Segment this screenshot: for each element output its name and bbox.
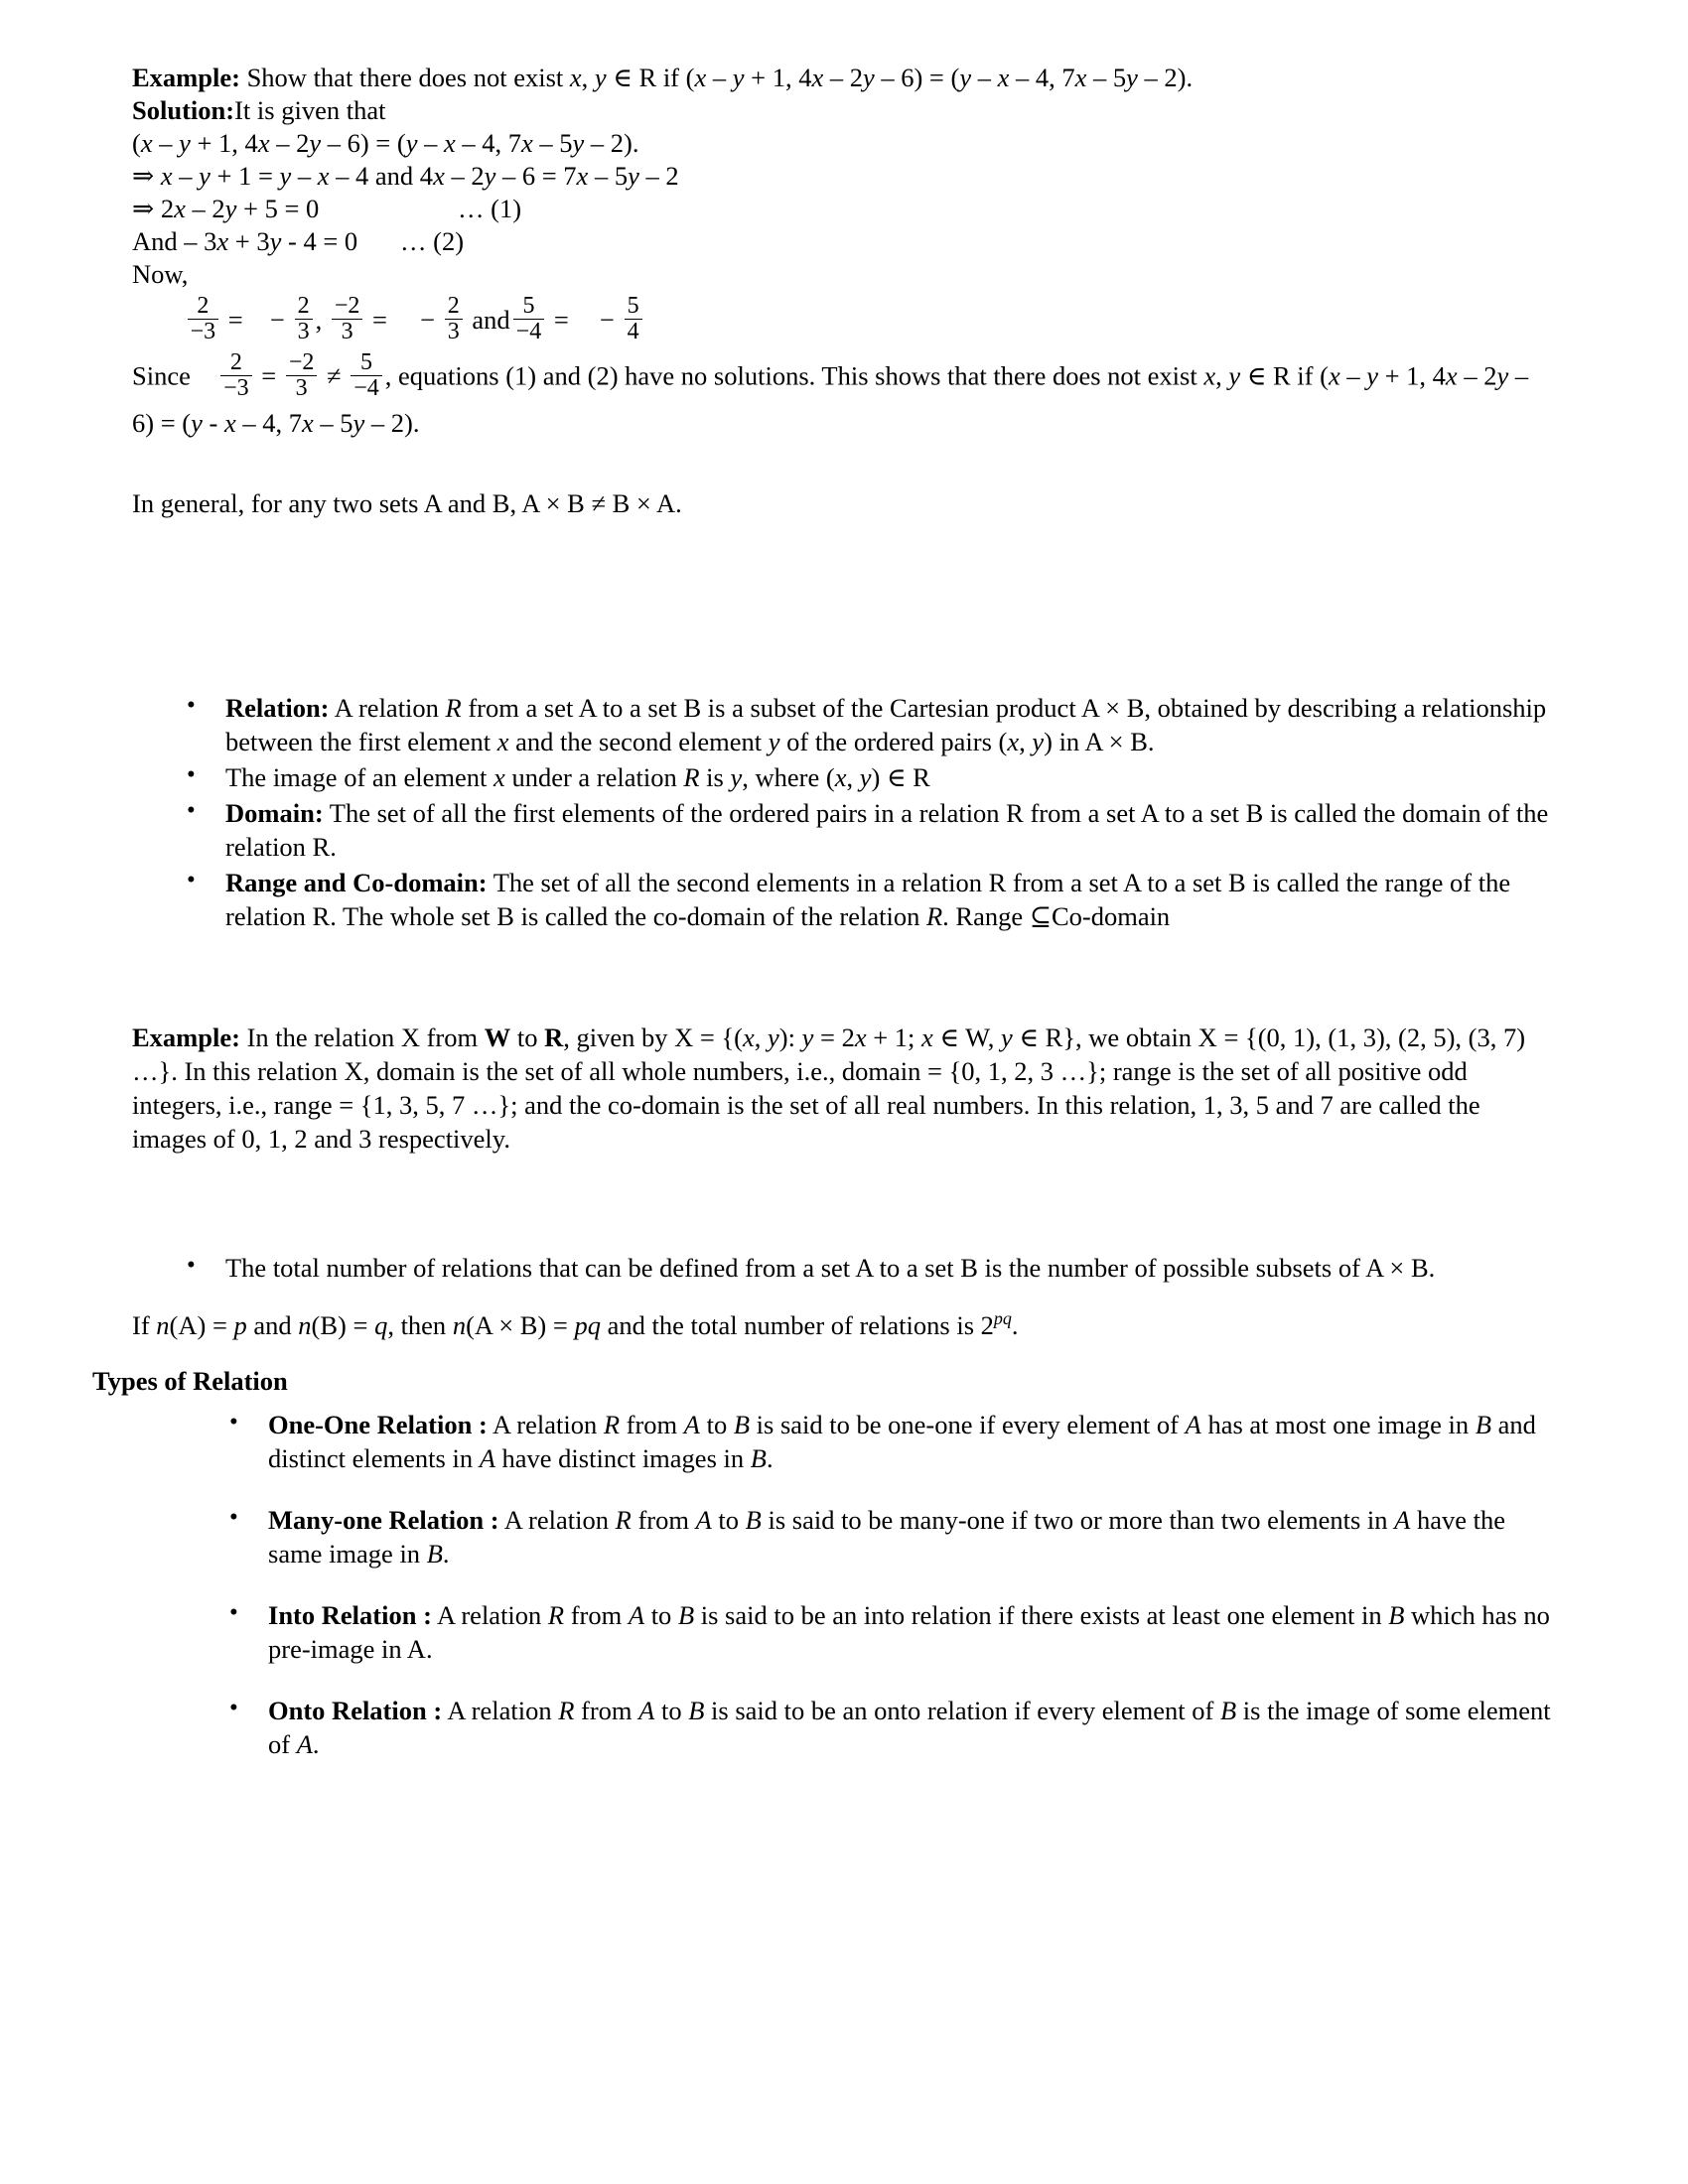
page-content <box>92 62 1554 1789</box>
solution-step-3: ⇒ 2x – 2y + 5 = 0 … (1) <box>132 194 522 223</box>
since-equals: = <box>261 360 277 391</box>
formula-period: . <box>1011 1310 1019 1341</box>
list-item-domain <box>179 796 1554 864</box>
spacer-after-types-heading <box>132 1398 1554 1408</box>
list-item-many-one-relation <box>221 1503 1554 1570</box>
solution-step-2: ⇒ x – y + 1 = y – x – 4 and 4x – 2y – 6 = 7x – 5y – 2 <box>132 161 679 191</box>
list-item-range-codomain <box>179 866 1554 933</box>
spacer-before-definitions <box>132 520 1554 669</box>
and-text-1: and <box>472 305 510 335</box>
example1-statement-text: Show that there does not exist x, y ∈ R if (x – y + 1, 4x – 2y – 6) = (y – x – 4, 7x – 5y – 2). <box>246 63 1194 92</box>
term-relation: Relation: <box>225 693 330 724</box>
now-label: Now, <box>132 259 189 289</box>
term-onto: Onto Relation : <box>268 1696 443 1726</box>
solution-step-1: (x – y + 1, 4x – 2y – 6) = (y – x – 4, 7x – 5y – 2). <box>132 128 639 158</box>
example1-statement <box>132 62 1554 94</box>
list-item-relation <box>179 691 1554 758</box>
since-not-equals: ≠ <box>327 360 342 391</box>
since-fraction-2-over-neg3: $\frac{2}{-3}$ <box>220 350 252 401</box>
list-item-one-one-relation <box>221 1408 1554 1475</box>
type-onto-text: A relation R from A to B is said to be an onto relation if every element of B is the image of some element of A. <box>268 1696 1551 1760</box>
comma-1: , <box>315 305 323 335</box>
list-item-onto-relation <box>221 1694 1554 1761</box>
fraction-5-over-4: $\frac{5}{4}$ <box>625 294 642 344</box>
fraction-2-over-neg3: $\frac{2}{-3}$ <box>188 294 219 344</box>
type-into-text: A relation R from A to B is said to be an into relation if there exists at least one element in B which has no pre-image in A. <box>268 1600 1550 1665</box>
fraction-2-over-3-a: $\frac{2}{3}$ <box>295 294 313 344</box>
definition-image-text: The image of an element x under a relation R is y, where (x, y) ∈ R <box>225 762 930 793</box>
term-range-codomain: Range and Co-domain: <box>225 868 488 898</box>
definition-relation-text: A relation R from a set A to a set B is a subset of the Cartesian product A × B, obtained by describing a relationship between the first element x and the second element y of the ordered pairs (x, y) in A × B. <box>225 693 1547 757</box>
minus-1: − <box>270 305 285 335</box>
spacer-extra-2 <box>132 1241 1554 1251</box>
list-item-total-relations <box>179 1251 1554 1285</box>
type-one-one-text: A relation R from A to B is said to be one-one if every element of A has at most one image in B and distinct elements in A have distinct images in B. <box>268 1410 1536 1474</box>
since-tail-text: , equations (1) and (2) have no solutions. This shows that there does not exist x, y ∈ R if (x – y + 1, 4x – 2y – 6) = (y - x – 4, 7x – 5y – 2). <box>132 360 1529 439</box>
fraction-2-over-3-b: $\frac{2}{3}$ <box>445 294 463 344</box>
since-conclusion <box>132 349 1554 443</box>
fraction-neg2-over-3: $\frac{-2}{3}$ <box>332 294 363 344</box>
total-relations-list <box>132 1251 1554 1285</box>
term-one-one: One-One Relation : <box>268 1410 488 1440</box>
relations-formula: If n(A) = p and n(B) = q, then n(A × B) = pq and the total number of relations is $2^{pq}$. <box>132 1308 1019 1341</box>
general-note: In general, for any two sets A and B, A × B ≠ B × A. <box>132 488 682 519</box>
example1-label: Example: <box>132 63 240 92</box>
example2-paragraph <box>132 1021 1554 1156</box>
spacer-before-total-relations <box>132 1156 1554 1241</box>
spacer-extra-1 <box>132 669 1554 691</box>
exponent-pq: pq <box>993 1308 1012 1329</box>
equation-tag-2: … (2) <box>400 226 465 256</box>
list-item-image <box>179 760 1554 794</box>
definition-range-text: The set of all the second elements in a relation R from a set A to a set B is called the range of the relation R. The whole set B is called the co-domain of the relation R. Range ⊆Co-domain <box>225 868 1511 932</box>
equals-1: = <box>227 305 243 335</box>
since-fraction-5-over-neg4: $\frac{5}{-4}$ <box>351 350 382 401</box>
example2-label: Example: <box>132 1023 240 1053</box>
equation-tag-1: … (1) <box>458 194 522 223</box>
types-of-relation-heading: Types of Relation <box>92 1366 288 1397</box>
spacer-after-example1 <box>132 443 1554 486</box>
spacer-before-formula <box>132 1287 1554 1308</box>
type-many-one-text: A relation R from A to B is said to be many-one if two or more than two elements in A have the same image in B. <box>268 1505 1506 1570</box>
types-of-relation-list <box>132 1408 1554 1761</box>
definition-list <box>132 691 1554 933</box>
definition-domain-text: The set of all the first elements of the ordered pairs in a relation R from a set A to a set B is called the domain of the relation R. <box>225 798 1549 863</box>
solution-step-4: And – 3x + 3y - 4 = 0 … (2) <box>132 226 465 256</box>
term-into: Into Relation : <box>268 1600 432 1631</box>
fraction-5-over-neg4: $\frac{5}{-4}$ <box>513 294 545 344</box>
equals-2: = <box>372 305 387 335</box>
since-fraction-neg2-over-3: $\frac{-2}{3}$ <box>286 350 318 401</box>
term-domain: Domain: <box>225 798 324 829</box>
spacer-before-types-heading <box>132 1342 1554 1364</box>
spacer-before-example2 <box>132 935 1554 1021</box>
total-relations-text: The total number of relations that can be defined from a set A to a set B is the number of possible subsets of A × B. <box>225 1253 1436 1284</box>
example2-text: In the relation X from W to R, given by X = {(x, y): y = 2x + 1; x ∈ W, y ∈ R}, we obtain X = {(0, 1), (1, 3), (2, 5), (3, 7) …}. In this relation X, domain is the set of all whole numbers, i.e., domain = {0, 1, 2, 3 …}; range is the set of all positive odd integers, i.e., range = {1, 3, 5, 7 …}; and the co-domain is the set of all real numbers. In this relation, 1, 3, 5 and 7 are called the images of 0, 1, 2 and 3 respectively. <box>132 1023 1526 1155</box>
since-word: Since <box>132 360 191 391</box>
term-many-one: Many-one Relation : <box>268 1505 499 1536</box>
equals-3: = <box>553 305 569 335</box>
solution-label: Solution: <box>132 95 235 125</box>
ratio-comparison-line <box>132 291 1554 352</box>
minus-2: − <box>420 305 436 335</box>
solution-intro-line <box>132 94 1554 127</box>
minus-3: − <box>600 305 615 335</box>
list-item-into-relation <box>221 1598 1554 1666</box>
solution-intro-text: It is given that <box>234 95 386 125</box>
